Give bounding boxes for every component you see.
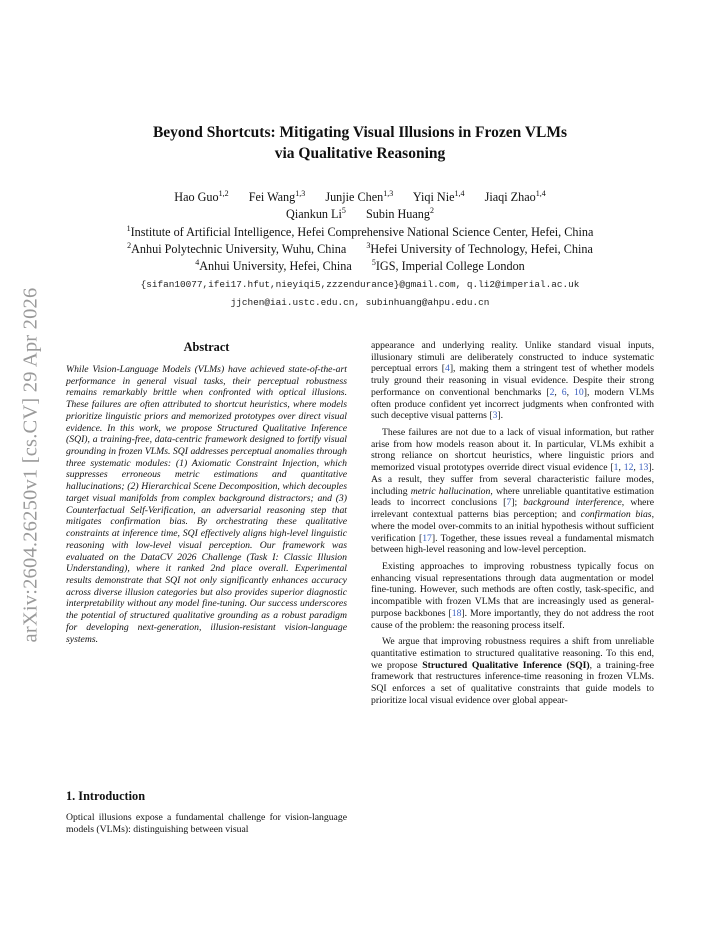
affiliation-text: Anhui University, Hefei, China bbox=[199, 259, 352, 274]
author-block bbox=[70, 189, 650, 312]
affiliation-line-2 bbox=[70, 241, 650, 258]
citation-link[interactable]: 3 bbox=[492, 410, 498, 422]
emphasis-term: confirmation bias bbox=[580, 509, 652, 521]
affiliation-number: 5 bbox=[371, 258, 376, 268]
citation-link[interactable]: 6 bbox=[561, 386, 567, 398]
author-name: Jiaqi Zhao bbox=[484, 190, 536, 204]
citation-link[interactable]: 7 bbox=[506, 497, 512, 509]
affiliation-number: 3 bbox=[366, 240, 371, 250]
citation-link[interactable]: 2 bbox=[549, 386, 555, 398]
citation-link[interactable]: 18 bbox=[451, 607, 462, 619]
abstract-body bbox=[66, 364, 347, 645]
emphasis-term: metric hallucination bbox=[410, 485, 491, 497]
author-affiliation-mark: 1,3 bbox=[383, 188, 394, 198]
author-row-1 bbox=[70, 189, 650, 206]
affiliation-text: Hefei University of Technology, Hefei, China bbox=[370, 241, 593, 256]
author-name: Junjie Chen bbox=[325, 190, 384, 204]
citation-link[interactable]: 17 bbox=[422, 532, 432, 544]
author-name: Fei Wang bbox=[248, 190, 296, 204]
email-line-1: {sifan10077,ifei17.hfut,nieyiqi5,zzzendurance}@gmail.com, q.li2@imperial.ac.uk bbox=[140, 279, 580, 291]
title-line-2: via Qualitative Reasoning bbox=[274, 145, 446, 162]
emphasis-term: background interference bbox=[523, 497, 622, 509]
email-line-2: jjchen@iai.ustc.edu.cn, subinhuang@ahpu.edu.cn bbox=[230, 297, 490, 309]
paragraph-3: Existing approaches to improving robustness typically focus on enhancing visual representations through data augmentation or model fine-tuning. However, such methods are often costly, task-specific, and incompatible with frozen VLMs that are increasingly used as general-purpose backbones [18]. More importantly, they do not address the root cause of the problem: the reasoning process itself. bbox=[371, 560, 654, 631]
author-name: Yiqi Nie bbox=[412, 190, 455, 204]
author-affiliation-mark: 1,4 bbox=[535, 188, 546, 198]
paragraph-1: appearance and underlying reality. Unlike standard visual inputs, illusionary stimuli are deliberately constructed to induce systematic perceptual errors [4], making them a stringent test of whether models truly ground their reasoning in visual evidence. Despite their strong performance on conventional benchmarks [2, 6, 10], modern VLMs often produce confident yet incorrect judgments when confronted with such deceptive visual patterns [3]. bbox=[371, 340, 655, 422]
citation-link[interactable]: 12 bbox=[623, 462, 634, 474]
affiliation-text: Institute of Artificial Intelligence, Hefei Comprehensive National Science Center, Hefei, China bbox=[130, 224, 594, 239]
affiliation-text: IGS, Imperial College London bbox=[375, 259, 525, 274]
method-name-bold: Structured Qualitative Inference (SQI) bbox=[422, 659, 590, 671]
citation-link[interactable]: 13 bbox=[638, 462, 649, 474]
citation-link[interactable]: 10 bbox=[574, 386, 584, 398]
author-affiliation-mark: 1,3 bbox=[295, 188, 306, 198]
author-affiliation-mark: 2 bbox=[429, 206, 434, 216]
affiliation-number: 2 bbox=[127, 240, 132, 250]
affiliation-line-1 bbox=[70, 224, 650, 241]
arxiv-id: arXiv:2604.26250v1 [cs.CV] 29 Apr 2026 bbox=[19, 287, 42, 643]
paper-title bbox=[110, 122, 610, 164]
right-column bbox=[371, 340, 654, 707]
citation-link[interactable]: 1 bbox=[613, 462, 619, 474]
affiliation-number: 1 bbox=[126, 223, 131, 233]
author-affiliation-mark: 1,2 bbox=[218, 188, 229, 198]
introduction-heading: 1. Introduction bbox=[66, 789, 146, 803]
arxiv-identifier-stamp bbox=[6, 0, 56, 932]
citation-link[interactable]: 4 bbox=[444, 363, 450, 375]
author-affiliation-mark: 5 bbox=[341, 206, 346, 216]
email-block bbox=[70, 276, 650, 312]
author-row-2 bbox=[70, 206, 650, 223]
affiliation-number: 4 bbox=[195, 258, 200, 268]
affiliation-text: Anhui Polytechnic University, Wuhu, China bbox=[131, 241, 347, 256]
paragraph-2: These failures are not due to a lack of visual information, but rather arise from how models reason about it. In particular, VLMs exhibit a strong reliance on shortcut heuristics, where linguistic priors and memorized visual prototypes override direct visual evidence [1, 12, 13]. As a result, they suffer from several characteristic failure modes, including metric hallucination, where unreliable quantitative estimation leads to incorrect conclusions [7]; background interference, where irrelevant contextual patterns bias perception; and confirmation bias, where the model over-commits to an initial hypothesis without sufficient verification [17]. Together, these issues reveal a fundamental mismatch between high-level reasoning and low-level perception. bbox=[371, 427, 655, 556]
abstract-text: While Vision-Language Models (VLMs) have achieved state-of-the-art performance in general visual tasks, their perceptual robustness remains remarkably brittle when confronted with optical illusions. These failures are often attributed to shortcut heuristics, where models prioritize linguistic priors and memorized prototypes over direct visual evidence. In this work, we propose Structured Qualitative Inference (SQI), a training-free, data-centric framework designed to fortify visual grounding in frozen VLMs. SQI addresses perceptual anomalies through three systematic modules: (1) Axiomatic Constraint Injection, which suppresses erroneous metric estimations and quantitative hallucinations; (2) Hierarchical Scene Decomposition, which decouples target visual manifolds from complex background distractors; and (3) Counterfactual Self-Verification, an adversarial reasoning step that mitigates confirmation bias. By orchestrating these qualitative constraints at inference time, SQI effectively aligns high-level linguistic reasoning with low-level visual perception. Our framework was evaluated on the DataCV 2026 Challenge (Task I: Classic Illusion Understanding), where it ranked 2nd place overall. Experimental results demonstrate that SQI not only significantly enhances accuracy across diverse illusion categories but also provides superior diagnostic interpretability without any model fine-tuning. Our success underscores the potential of structured qualitative grounding as a robust paradigm for developing next-generation, illusion-resistant vision-language systems. bbox=[66, 364, 347, 645]
author-name: Subin Huang bbox=[365, 207, 430, 222]
author-name: Hao Guo bbox=[174, 190, 219, 204]
author-affiliation-mark: 1,4 bbox=[454, 188, 465, 198]
affiliation-line-3 bbox=[70, 258, 650, 275]
title-line-1: Beyond Shortcuts: Mitigating Visual Illusions in Frozen VLMs bbox=[152, 124, 568, 141]
introduction-paragraph: Optical illusions expose a fundamental challenge for vision-language models (VLMs): distinguishing between visual bbox=[66, 812, 347, 835]
paragraph-4: We argue that improving robustness requires a shift from unreliable quantitative estimation to structured qualitative reasoning. To this end, we propose Structured Qualitative Inference (SQI), a training-free framework that restructures inference-time reasoning in frozen VLMs. SQI enforces a set of qualitative constraints that guide models to prioritize local visual evidence over global appear- bbox=[371, 636, 654, 706]
abstract-heading: Abstract bbox=[183, 340, 230, 354]
introduction-body-left bbox=[66, 812, 347, 835]
author-name: Qiankun Li bbox=[286, 207, 342, 222]
